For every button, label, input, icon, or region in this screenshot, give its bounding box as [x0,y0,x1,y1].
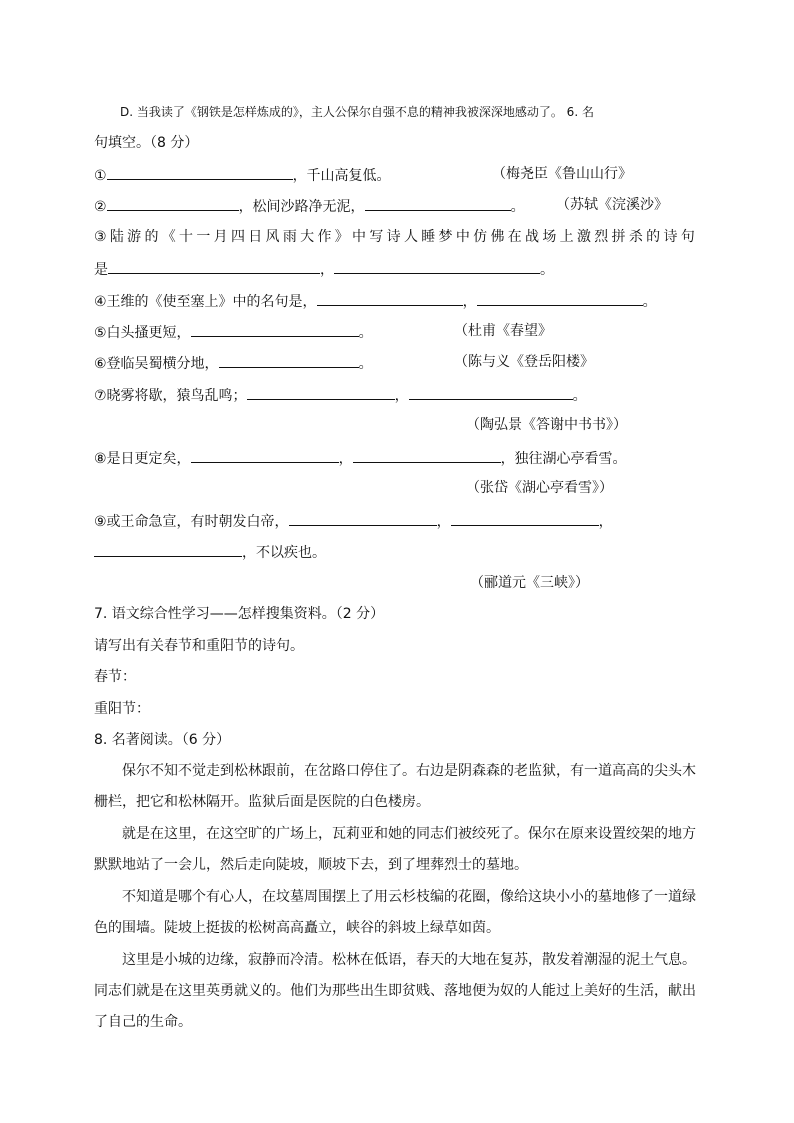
blank-7b[interactable] [409,385,573,400]
blank-7a[interactable] [247,385,395,400]
q7-title: 7. 语文综合性学习——怎样搜集资料。（2 分） [94,606,385,622]
q6-line-2 [94,196,525,216]
line-5-text: ⑤白头搔更短， [94,325,191,341]
q6-source-2: （苏轼《浣溪沙》 [556,197,668,213]
q6-source-7: （陶弘景《答谢中书书》） [466,417,627,433]
line-7-comma: ， [394,388,409,404]
blank-9b[interactable] [451,511,599,526]
blank-3a[interactable] [108,259,320,274]
q8-paragraph-2: 就是在这里，在这空旷的广场上，瓦莉亚和她的同志们被绞死了。保尔在原来设置绞架的地方默默地站了一会儿，然后走向陡坡，顺坡下去，到了埋葬烈士的墓地。 [94,826,696,873]
line-2-end: 。 [510,199,525,215]
q6-line-5 [94,322,373,342]
blank-8a[interactable] [191,448,339,463]
line-5-end: 。 [358,325,373,341]
line-3b-comma: ， [320,262,334,278]
q6-line-4 [94,291,657,311]
q6-line-3b [94,259,554,279]
blank-1a[interactable] [107,165,293,180]
blank-5a[interactable] [191,322,359,337]
line-9b-text: ，不以疾也。 [242,545,326,561]
q7-prompt: 请写出有关春节和重阳节的诗句。 [94,638,304,654]
q7-spring-label: 春节： [94,669,136,685]
blank-2a[interactable] [107,196,239,211]
line-1-num: ① [94,168,107,184]
q6-source-8: （张岱《湖心亭看雪》） [466,480,613,496]
line-3b-start: 是 [94,262,108,278]
blank-4b[interactable] [477,291,643,306]
line-2-text: ，松间沙路净无泥， [238,199,365,215]
line-8-comma: ， [338,451,353,467]
line-2-num: ② [94,199,107,215]
line-9-text: ⑨或王命急宣，有时朝发白帝， [94,514,289,530]
line-7-text: ⑦晓雾将歇，猿鸟乱鸣； [94,388,247,404]
line-4-end: 。 [642,294,657,310]
line-4-comma: ， [462,294,477,310]
q6-source-1: （梅尧臣《鲁山山行》 [492,166,632,182]
blank-6a[interactable] [219,353,359,368]
line-8-text: ⑧是日更定矣， [94,451,191,467]
q5-item-d: D. 当我读了《钢铁是怎样炼成的》，主人公保尔自强不息的精神我被深深地感动了。 6. 名 [120,105,594,119]
blank-3b[interactable] [334,259,540,274]
q8-paragraph-1: 保尔不知不觉走到松林跟前，在岔路口停住了。右边是阴森森的老监狱，有一道高高的尖头木栅栏，把它和松林隔开。监狱后面是医院的白色楼房。 [94,763,696,810]
line-8-end: ，独往湖心亭看雪。 [500,451,627,467]
line-6-text: ⑥登临吴蜀横分地， [94,356,219,372]
q6-line-6 [94,353,373,373]
q6-source-5: （杜甫《春望》 [454,323,552,339]
blank-9a[interactable] [289,511,437,526]
blank-8b[interactable] [353,448,501,463]
blank-9c[interactable] [94,542,242,557]
line-6-end: 。 [358,356,373,372]
q6-line-3: ③陆游的《十一月四日风雨大作》中写诗人睡梦中仿佛在战场上激烈拼杀的诗句 [94,229,699,245]
q6-line-9b [94,542,326,562]
line-4-text: ④王维的《使至塞上》中的名句是， [94,294,317,310]
line-9-comma: ， [436,514,451,530]
q6-line-9 [94,511,613,531]
q8-paragraph-3: 不知道是哪个有心人，在坟墓周围摆上了用云杉枝编的花圈，像给这块小小的墓地修了一道绿色的围墙。陡坡上挺拔的松树高高矗立，峡谷的斜坡上绿草如茵。 [94,889,696,936]
blank-2b[interactable] [365,196,511,211]
q8-paragraph-4: 这里是小城的边缘，寂静而冷清。松林在低语，春天的大地在复苏，散发着潮湿的泥土气息。同志们就是在这里英勇就义的。他们为那些出生即贫贱、落地便为奴的人能过上美好的生活，献出了自己的生命。 [94,952,696,1030]
line-9-comma-2: ， [598,514,613,530]
q8-title: 8. 名著阅读。（6 分） [94,732,231,748]
q6-line-1 [94,165,391,185]
line-7-end: 。 [572,388,587,404]
line-3b-end: 。 [540,262,554,278]
q6-line-7 [94,385,587,405]
q6-line-8 [94,448,627,468]
q6-title: 句填空。（8 分） [94,135,199,151]
blank-4a[interactable] [317,291,463,306]
q6-source-6: （陈与义《登岳阳楼》 [454,354,594,370]
line-1-text: ，千山高复低。 [292,168,391,184]
q7-chongyang-label: 重阳节： [94,701,150,717]
q6-source-9: （郦道元《三峡》） [470,575,589,591]
